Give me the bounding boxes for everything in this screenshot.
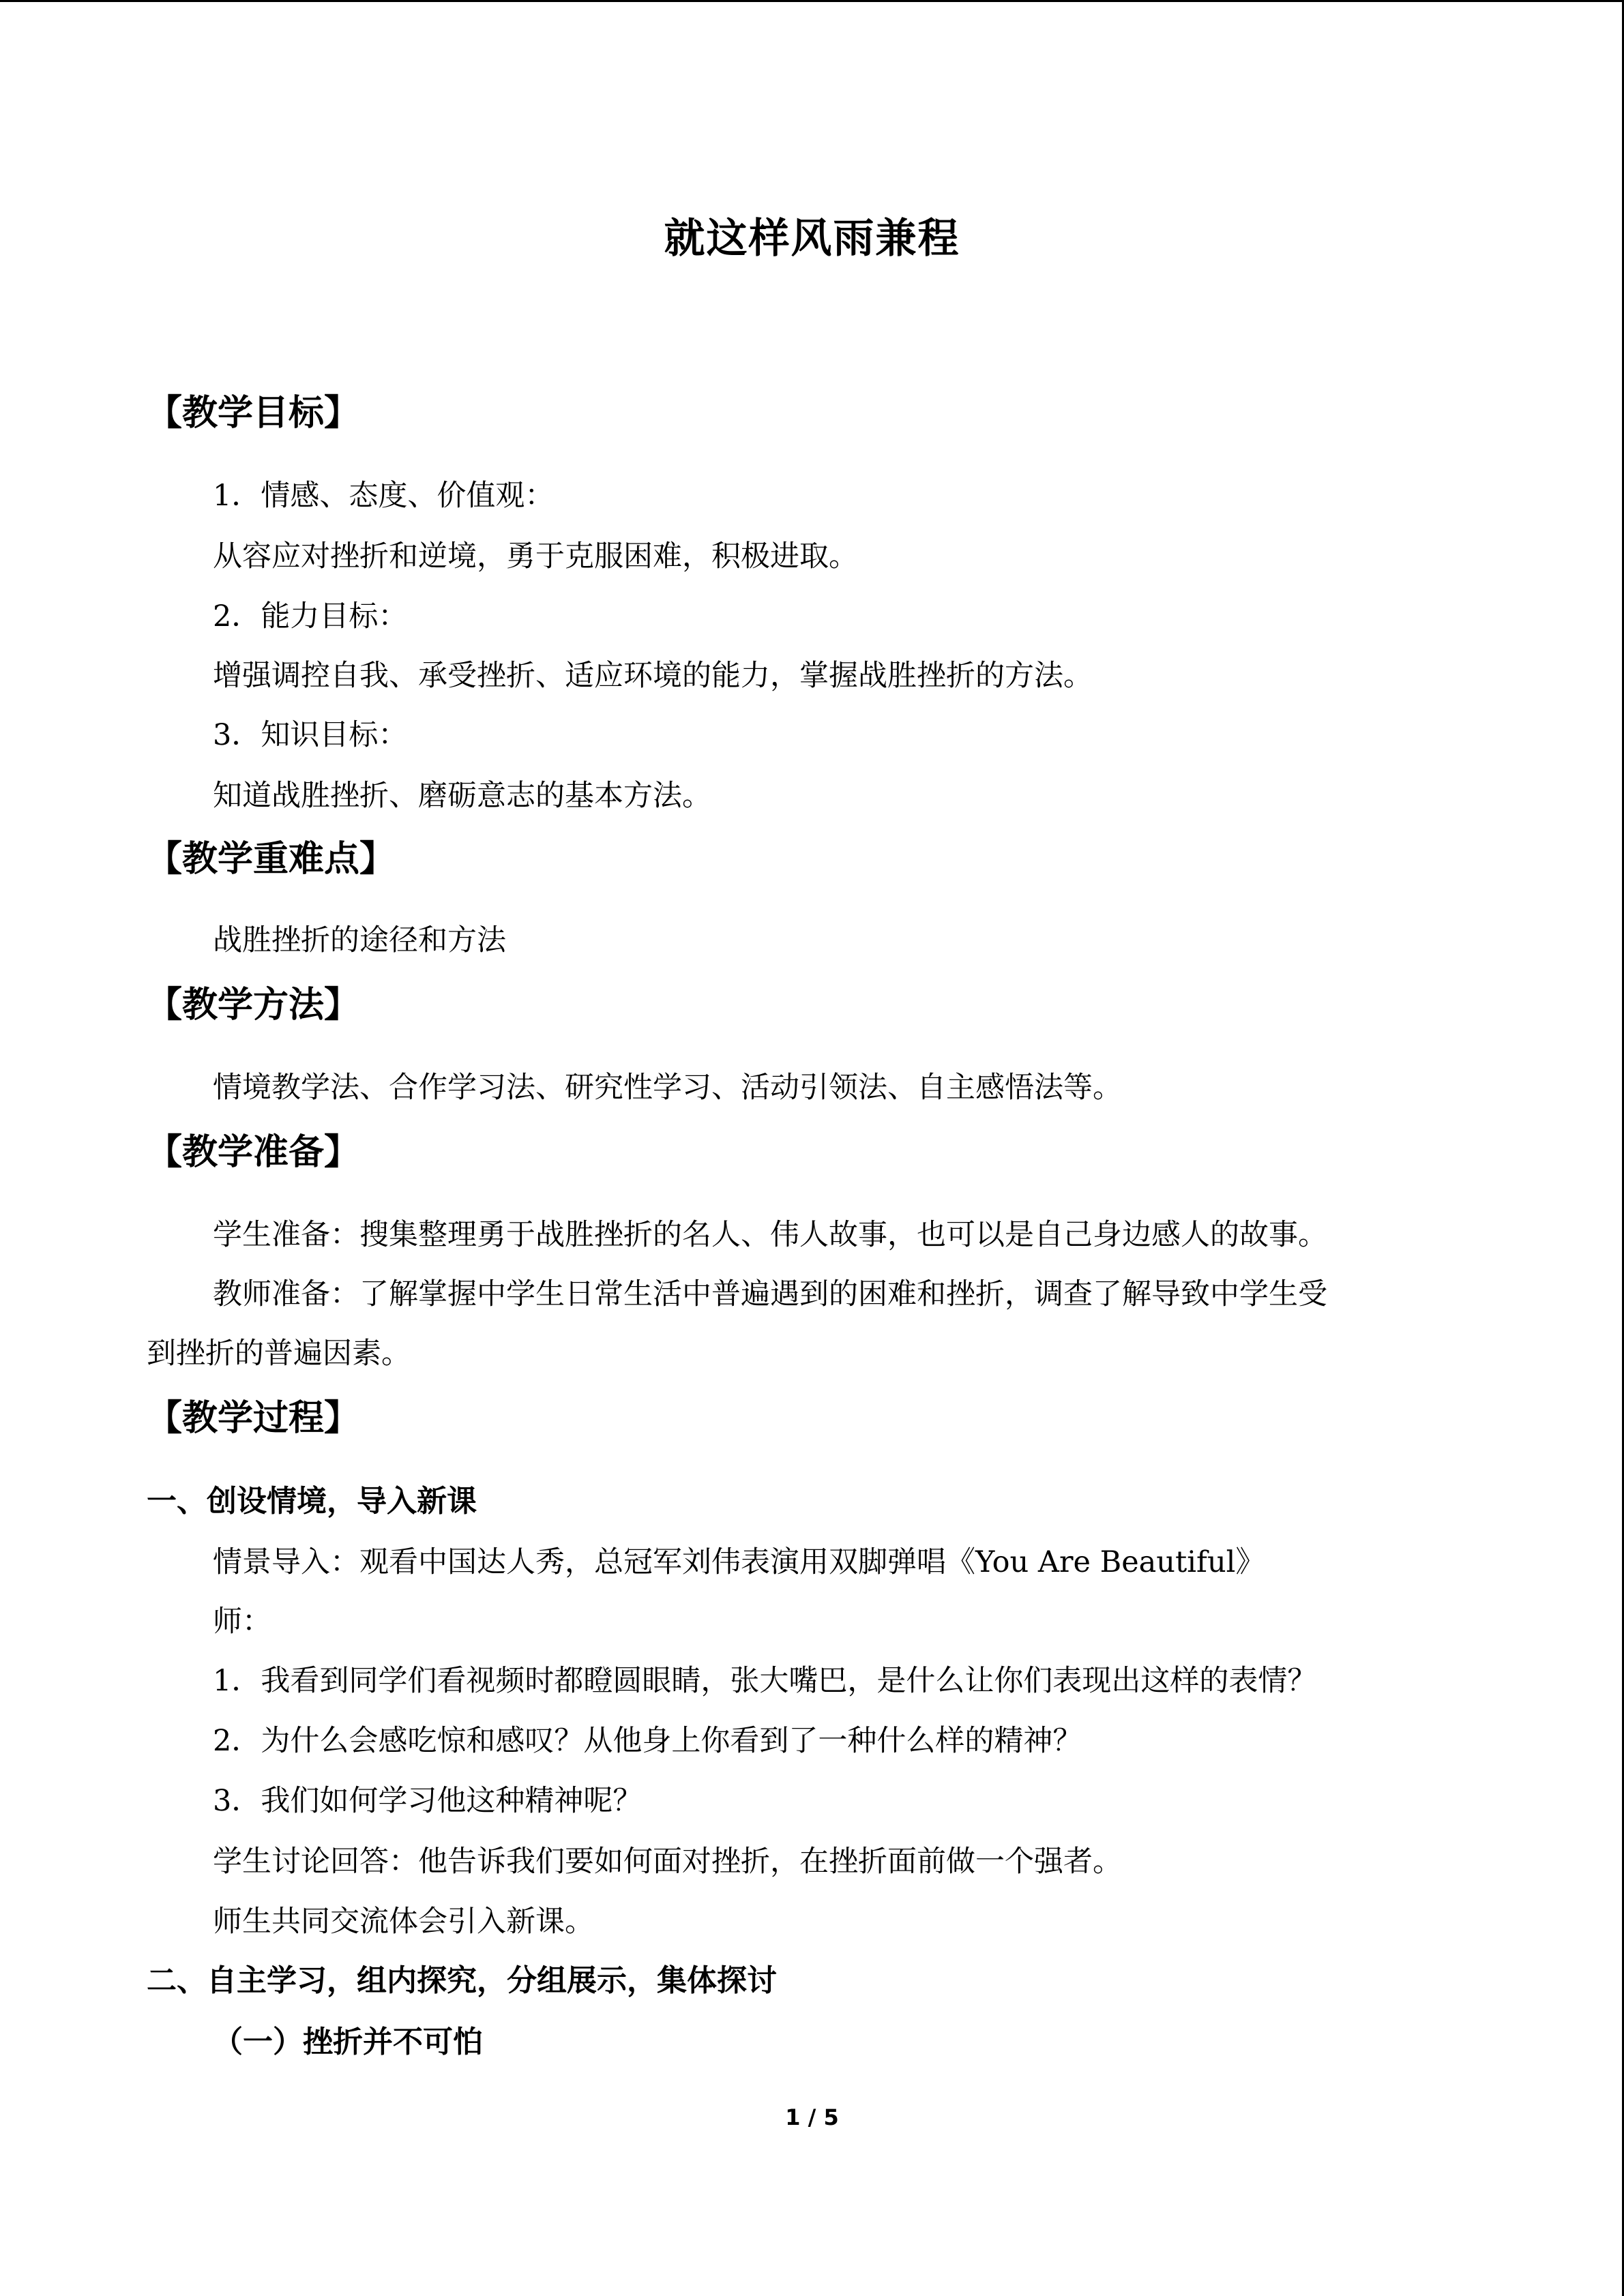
process-part1-line-5: 3．我们如何学习他这种精神呢？ — [213, 1784, 643, 1818]
process-part1-line-1: 情景导入：观看中国达人秀，总冠军刘伟表演用双脚弹唱《You Are Beautiful》 — [213, 1545, 1265, 1579]
page-number: 1 / 5 — [785, 2104, 839, 2130]
preparation-line-1: 学生准备：搜集整理勇于战胜挫折的名人、伟人故事，也可以是自己身边感人的故事。 — [213, 1218, 1327, 1252]
key-points-line-1: 战胜挫折的途径和方法 — [213, 923, 506, 957]
objective-line-3: 2．能力目标： — [213, 599, 408, 633]
heading-preparation: 【教学准备】 — [147, 1132, 360, 1173]
process-part2-title: 二、自主学习，组内探究，分组展示，集体探讨 — [147, 1963, 777, 1998]
preparation-line-3: 到挫折的普遍因素。 — [147, 1337, 411, 1371]
heading-objectives: 【教学目标】 — [147, 393, 360, 434]
document-title: 就这样风雨兼程 — [664, 215, 960, 263]
process-part1-line-3: 1．我看到同学们看视频时都瞪圆眼睛，张大嘴巴，是什么让你们表现出这样的表情？ — [213, 1664, 1317, 1698]
process-part1-line-4: 2．为什么会感吃惊和感叹？从他身上你看到了一种什么样的精神？ — [213, 1724, 1082, 1758]
preparation-line-2: 教师准备：了解掌握中学生日常生活中普遍遇到的困难和挫折，调查了解导致中学生受 — [213, 1277, 1327, 1311]
heading-methods: 【教学方法】 — [147, 985, 360, 1026]
heading-key-points: 【教学重难点】 — [147, 839, 396, 880]
objective-line-4: 增强调控自我、承受挫折、适应环境的能力，掌握战胜挫折的方法。 — [213, 659, 1093, 693]
process-part2-subtitle-1: （一）挫折并不可怕 — [213, 2025, 483, 2059]
process-part1-line-6: 学生讨论回答：他告诉我们要如何面对挫折，在挫折面前做一个强者。 — [213, 1845, 1122, 1879]
process-part1-title: 一、创设情境，导入新课 — [147, 1484, 477, 1519]
objective-line-6: 知道战胜挫折、磨砺意志的基本方法。 — [213, 779, 711, 813]
methods-line-1: 情境教学法、合作学习法、研究性学习、活动引领法、自主感悟法等。 — [213, 1071, 1122, 1105]
objective-line-5: 3．知识目标： — [213, 718, 408, 752]
process-part1-line-7: 师生共同交流体会引入新课。 — [213, 1905, 594, 1939]
objective-line-1: 1．情感、态度、价值观： — [213, 479, 555, 513]
process-part1-line-2: 师： — [213, 1605, 271, 1639]
objective-line-2: 从容应对挫折和逆境，勇于克服困难，积极进取。 — [213, 539, 858, 573]
heading-process: 【教学过程】 — [147, 1398, 360, 1439]
